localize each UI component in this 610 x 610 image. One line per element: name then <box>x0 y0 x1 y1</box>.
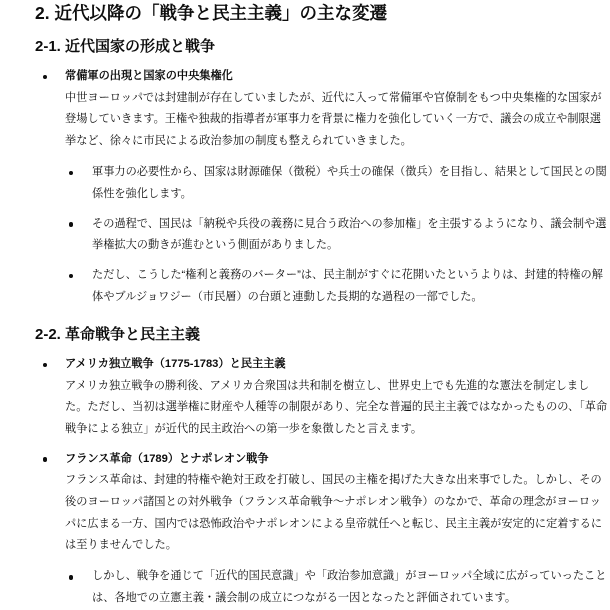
bullet-marker <box>69 575 74 580</box>
item-list <box>35 354 608 610</box>
item-body: フランス革命は、封建的特権や絶対王政を打破し、国民の主権を掲げた大きな出来事でした。しかし、その後のヨーロッパ諸国との対外戦争（フランス革命戦争～ナポレオン戦争）のなかで、革命の理念がヨーロッパに広まる一方、国内では恐怖政治やナポレオンによる皇帝就任へと転じ、民主主義が安定的に定着するには至りませんでした。 <box>65 474 603 552</box>
sub-list-item <box>65 162 608 205</box>
sub-item-text: その過程で、国民は「納税や兵役の義務に見合う政治への参加権」を主張するようになり、議会制や選挙権拡大の動きが進むという側面がありました。 <box>92 217 607 252</box>
sub-list-item <box>65 566 608 609</box>
sub-list-item <box>65 214 608 257</box>
sub-item-list <box>65 162 608 308</box>
subsection-title: 2-2. 革命戦争と民主主義 <box>35 325 201 343</box>
item-heading: アメリカ独立戦争（1775-1783）と民主主義 <box>65 358 286 371</box>
sub-item-text: ただし、こうした“権利と義務のバーター”は、民主制がすぐに花開いたというよりは、封建的特権の解体やブルジョワジー（市民層）の台頭と連動した長期的な過程の一部でした。 <box>92 269 603 303</box>
bullet-marker <box>43 75 48 80</box>
list-item <box>35 449 608 610</box>
item-paragraph <box>65 449 608 557</box>
item-heading: 常備軍の出現と国家の中央集権化 <box>65 70 233 83</box>
list-item <box>35 66 608 308</box>
subsection-title: 2-1. 近代国家の形成と戦争 <box>35 38 216 55</box>
item-body: 中世ヨーロッパでは封建制が存在していましたが、近代に入って常備軍や官僚制をもつ中央集権的な国家が登場していきます。王権や独裁的指導者が軍事力を背景に権力を強化していく一方で、議会の成立や制限選挙など、徐々に市民による政治参加の制度も整えられていきました。 <box>65 91 602 147</box>
sub-item-text: 軍事力の必要性から、国家は財源確保（徴税）や兵士の確保（徴兵）を目指し、結果として国民との関係性を強化します。 <box>92 166 607 200</box>
item-paragraph <box>65 66 608 152</box>
bullet-marker <box>69 274 74 279</box>
bullet-marker <box>69 222 74 227</box>
sub-item-list <box>65 566 608 609</box>
item-heading: フランス革命（1789）とナポレオン戦争 <box>65 452 269 465</box>
item-body: アメリカ独立戦争の勝利後、アメリカ合衆国は共和制を樹立し、世界史上でも先進的な憲法を制定しました。ただし、当初は選挙権に財産や人種等の制限があり、完全な普遍的民主主義ではなかったものの、「革命戦争による独立」が近代的民主政治への第一歩を象徴したと言えます。 <box>65 379 608 435</box>
bullet-marker <box>69 171 74 176</box>
sub-list-item <box>65 265 608 308</box>
bullet-marker <box>43 363 48 368</box>
item-list <box>35 66 608 308</box>
item-paragraph <box>65 354 608 440</box>
sub-item-text: しかし、戦争を通じて「近代的国民意識」や「政治参加意識」がヨーロッパ全域に広がっていったことは、各地での立憲主義・議会制の成立につながる一因となったと評価されています。 <box>92 570 607 604</box>
section-title: 2. 近代以降の「戦争と民主主義」の主な変遷 <box>35 3 387 23</box>
bullet-marker <box>43 457 48 462</box>
list-item <box>35 354 608 440</box>
